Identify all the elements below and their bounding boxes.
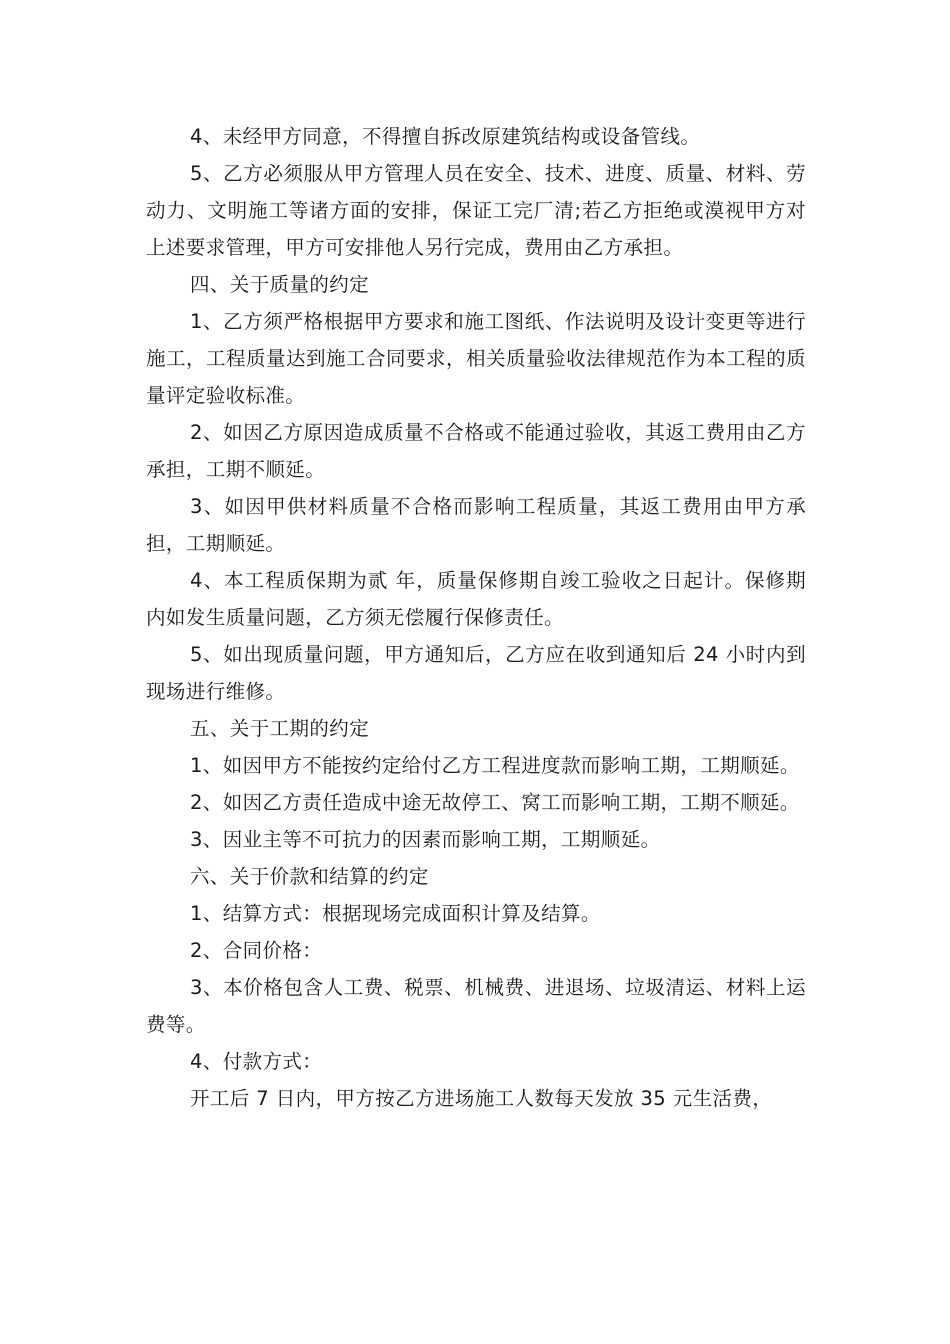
price-clause-2: 2、合同价格： [190, 939, 323, 962]
price-clause-3: 3、本价格包含人工费、税票、机械费、进退场、垃圾清运、材料上运费等。 [146, 976, 806, 1036]
section-heading-quality: 四、关于质量的约定 [190, 273, 370, 296]
clause-5-obey-management: 5、乙方必须服从甲方管理人员在安全、技术、进度、质量、材料、劳动力、文明施工等诸方面的安排，保证工完厂清;若乙方拒绝或漠视甲方对上述要求管理，甲方可安排他人另行完成，费用由乙方承担。 [146, 162, 806, 259]
document-body [146, 118, 806, 1117]
price-clause-1: 1、结算方式：根据现场完成面积计算及结算。 [190, 902, 601, 925]
schedule-clause-2: 2、如因乙方责任造成中途无故停工、窝工而影响工期，工期不顺延。 [190, 791, 800, 814]
clause-4-no-alteration: 4、未经甲方同意，不得擅自拆改原建筑结构或设备管线。 [190, 125, 701, 148]
quality-clause-2: 2、如因乙方原因造成质量不合格或不能通过验收，其返工费用由乙方承担，工期不顺延。 [146, 421, 806, 481]
section-heading-price: 六、关于价款和结算的约定 [190, 865, 429, 888]
quality-clause-1: 1、乙方须严格根据甲方要求和施工图纸、作法说明及设计变更等进行施工，工程质量达到施工合同要求，相关质量验收法律规范作为本工程的质量评定验收标准。 [146, 310, 806, 407]
quality-clause-5: 5、如出现质量问题，甲方通知后，乙方应在收到通知后 24 小时内到现场进行维修。 [146, 643, 806, 703]
section-heading-schedule: 五、关于工期的约定 [190, 717, 370, 740]
price-clause-4: 4、付款方式： [190, 1050, 323, 1073]
payment-detail: 开工后 7 日内，甲方按乙方进场施工人数每天发放 35 元生活费， [190, 1087, 773, 1110]
schedule-clause-1: 1、如因甲方不能按约定给付乙方工程进度款而影响工期，工期顺延。 [190, 754, 800, 777]
quality-clause-3: 3、如因甲供材料质量不合格而影响工程质量，其返工费用由甲方承担，工期顺延。 [146, 495, 806, 555]
quality-clause-4: 4、本工程质保期为贰 年，质量保修期自竣工验收之日起计。保修期内如发生质量问题，乙方须无偿履行保修责任。 [146, 569, 806, 629]
schedule-clause-3: 3、因业主等不可抗力的因素而影响工期，工期顺延。 [190, 828, 661, 851]
